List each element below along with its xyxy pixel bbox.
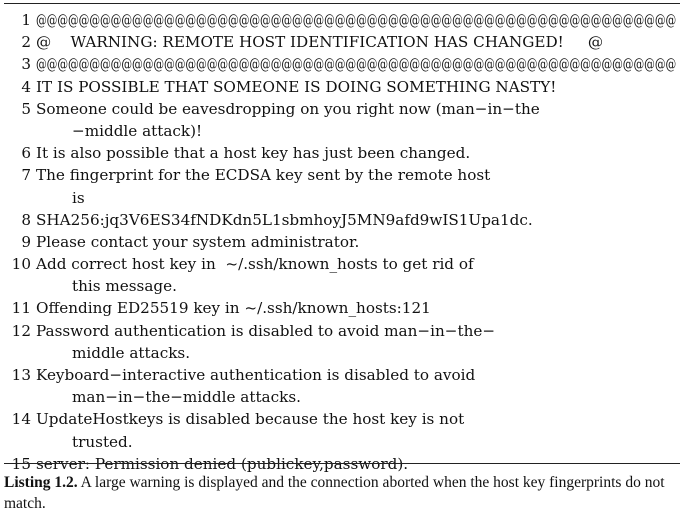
line-text: Offending ED25519 key in ~/.ssh/known_hosts:121 — [36, 299, 431, 318]
line-continuation: trusted. — [72, 432, 133, 451]
line-number: 8 — [21, 210, 31, 229]
line-number: 5 — [21, 99, 31, 118]
line-number: 6 — [21, 144, 31, 163]
line-text: server: Permission denied (publickey,password). — [36, 454, 409, 473]
line-number: 13 — [11, 366, 31, 385]
line-text: Password authentication is disabled to avoid man−in−the− — [36, 321, 496, 340]
caption-text: A large warning is displayed and the connection aborted when the host key fingerprints do not match. — [4, 474, 665, 512]
listing-line — [0, 98, 685, 142]
listing-line — [0, 209, 685, 231]
line-number: 4 — [21, 77, 31, 96]
line-text: SHA256:jq3V6ES34fNDKdn5L1sbmhoyJ5MN9afd9wIS1Upa1dc. — [36, 210, 533, 229]
line-continuation: this message. — [72, 277, 177, 296]
listing-caption — [4, 472, 680, 514]
listing-line — [0, 31, 685, 53]
line-number: 10 — [11, 255, 31, 274]
line-text: The fingerprint for the ECDSA key sent by the remote host — [36, 166, 491, 185]
line-text: @@@@@@@@@@@@@@@@@@@@@@@@@@@@@@@@@@@@@@@@@@@@@@@@@@@@@@@@@@@@ — [36, 55, 677, 74]
bottom-rule — [4, 463, 680, 464]
line-number: 3 — [21, 55, 31, 74]
line-continuation: −middle attack)! — [72, 121, 203, 140]
line-text: @ WARNING: REMOTE HOST IDENTIFICATION HAS CHANGED! @ — [36, 33, 604, 52]
line-continuation: man−in−the−middle attacks. — [72, 388, 301, 407]
line-text: Keyboard−interactive authentication is disabled to avoid — [36, 366, 476, 385]
listing-line — [0, 320, 685, 364]
line-text: @@@@@@@@@@@@@@@@@@@@@@@@@@@@@@@@@@@@@@@@@@@@@@@@@@@@@@@@@@@@ — [36, 11, 677, 29]
listing-line — [0, 164, 685, 208]
listing-line — [0, 76, 685, 98]
line-continuation: is — [72, 188, 85, 207]
listing-line — [0, 364, 685, 408]
code-listing — [0, 9, 685, 475]
top-rule — [4, 3, 680, 4]
line-number: 14 — [11, 410, 31, 429]
line-number: 7 — [21, 166, 31, 185]
line-number: 15 — [11, 454, 31, 473]
line-number: 12 — [11, 321, 31, 340]
line-text: It is also possible that a host key has just been changed. — [36, 144, 471, 163]
line-number: 2 — [21, 33, 31, 52]
listing-line — [0, 53, 685, 75]
listing-line — [0, 142, 685, 164]
caption-label: Listing 1.2. — [4, 474, 78, 491]
line-text: IT IS POSSIBLE THAT SOMEONE IS DOING SOMETHING NASTY! — [36, 77, 557, 96]
line-number: 1 — [21, 11, 31, 29]
line-text: Add correct host key in ~/.ssh/known_hosts to get rid of — [36, 255, 474, 274]
listing-line — [0, 9, 685, 31]
listing-line — [0, 408, 685, 452]
line-text: Please contact your system administrator. — [36, 232, 360, 251]
listing-line — [0, 253, 685, 297]
listing-line — [0, 231, 685, 253]
line-text: Someone could be eavesdropping on you right now (man−in−the — [36, 99, 540, 118]
line-text: UpdateHostkeys is disabled because the host key is not — [36, 410, 465, 429]
listing-line — [0, 297, 685, 319]
line-number: 11 — [11, 299, 31, 318]
line-continuation: middle attacks. — [72, 343, 191, 362]
line-number: 9 — [21, 232, 31, 251]
